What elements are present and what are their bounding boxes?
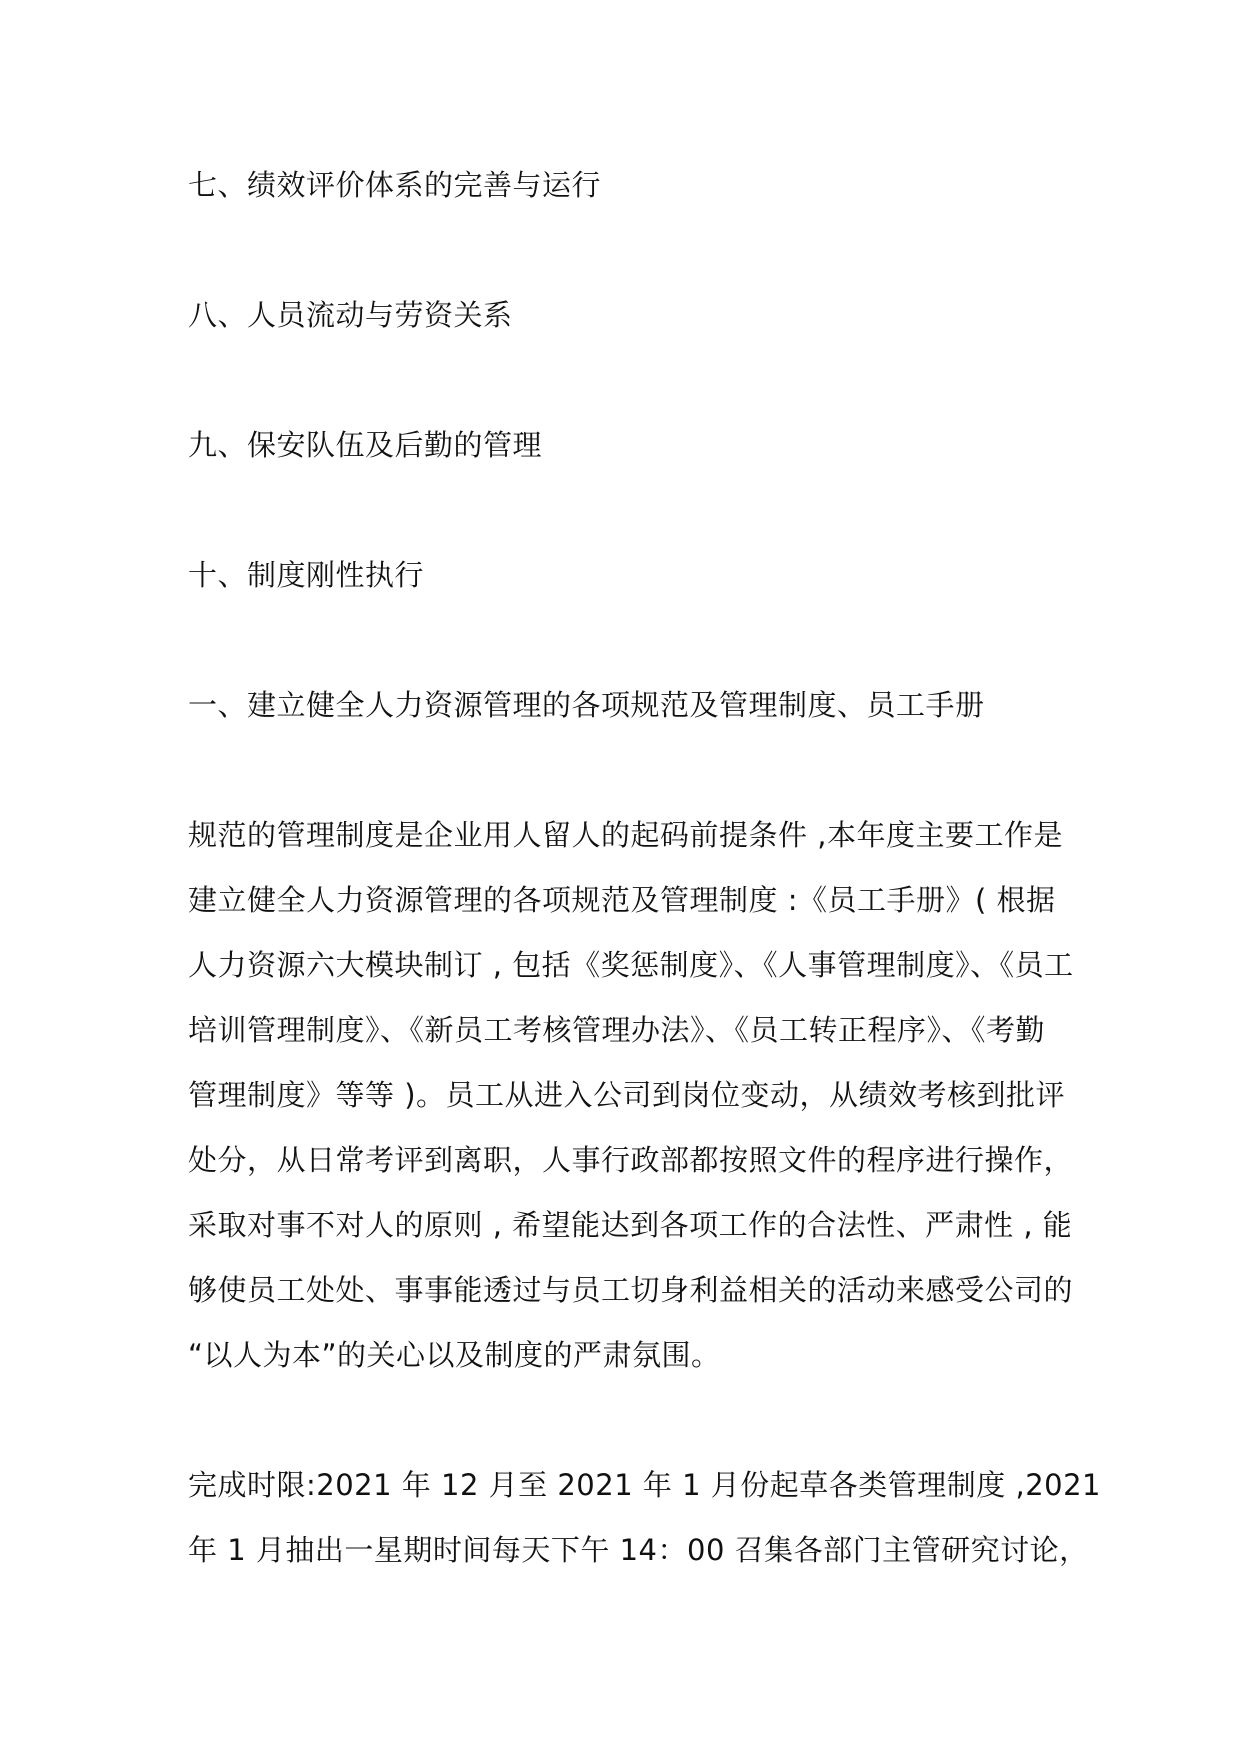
section-heading-7: 七、绩效评价体系的完善与运行 bbox=[188, 168, 602, 202]
paragraph-line: 培训管理制度》、《新员工考核管理办法》、《员工转正程序》、《考勤 bbox=[188, 1013, 1046, 1047]
section-heading-9: 九、保安队伍及后勤的管理 bbox=[188, 428, 543, 462]
paragraph-line: 管理制度》等等 )。员工从进入公司到岗位变动，从绩效考核到批评 bbox=[188, 1078, 1066, 1112]
section-heading-1: 一、建立健全人力资源管理的各项规范及管理制度、员工手册 bbox=[188, 688, 985, 722]
paragraph-line: 采取对事不对人的原则 , 希望能达到各项工作的合法性、严肃性 , 能 bbox=[188, 1208, 1073, 1242]
paragraph-line: 年 1 月抽出一星期时间每天下午 14：00 召集各部门主管研究讨论， bbox=[188, 1533, 1089, 1567]
paragraph-line: 处分，从日常考评到离职，人事行政部都按照文件的程序进行操作， bbox=[188, 1143, 1074, 1177]
paragraph-line: 够使员工处处、事事能透过与员工切身利益相关的活动来感受公司的 bbox=[188, 1273, 1074, 1307]
paragraph-line: 规范的管理制度是企业用人留人的起码前提条件 ,本年度主要工作是 bbox=[188, 818, 1063, 852]
paragraph-line: 建立健全人力资源管理的各项规范及管理制度 :《员工手册》( 根据 bbox=[188, 883, 1056, 917]
paragraph-line: 人力资源六大模块制订 , 包括《奖惩制度》、《人事管理制度》、《员工 bbox=[188, 948, 1074, 982]
paragraph-line: 完成时限:2021 年 12 月至 2021 年 1 月份起草各类管理制度 ,2021 bbox=[188, 1468, 1101, 1502]
section-heading-10: 十、制度刚性执行 bbox=[188, 558, 425, 592]
section-heading-8: 八、人员流动与劳资关系 bbox=[188, 298, 513, 332]
body-paragraph-regulations bbox=[188, 815, 1074, 1400]
paragraph-line: “以人为本”的关心以及制度的严肃氛围。 bbox=[188, 1338, 721, 1372]
body-paragraph-deadline bbox=[188, 1465, 1101, 1595]
